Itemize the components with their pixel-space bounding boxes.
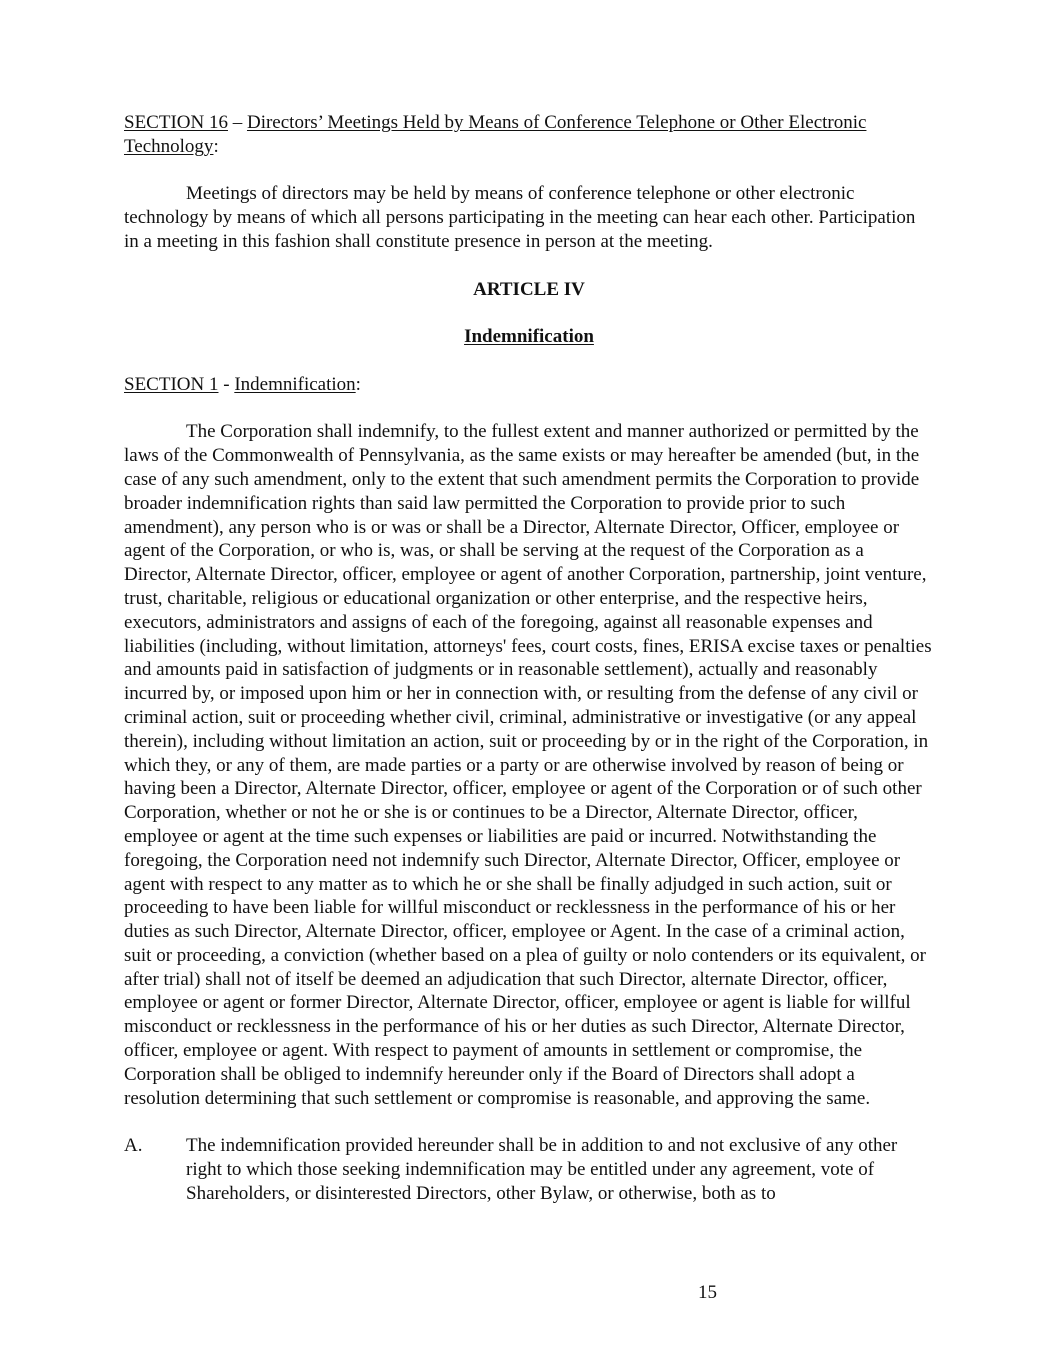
list-item xyxy=(124,1134,934,1205)
section-1-label: SECTION 1 xyxy=(124,373,219,395)
section-1-title: Indemnification xyxy=(234,373,356,395)
article-number: ARTICLE IV xyxy=(473,278,585,300)
article-title: Indemnification xyxy=(464,326,594,348)
section-16-colon: : xyxy=(213,135,219,157)
section-16-label: SECTION 16 xyxy=(124,112,228,133)
page-number: 15 xyxy=(698,1282,717,1303)
section-16-heading xyxy=(124,111,934,159)
section-16-body: Meetings of directors may be held by means of conference telephone or other electronic technology by means of which all persons participating in the meeting can hear each other. Participation in a meeting in this fashion shall constitute presence in person at the meeting. xyxy=(124,183,916,252)
section-1-dash: - xyxy=(218,373,235,395)
list-item-text: The indemnification provided hereunder shall be in addition to and not exclusive of any other right to which those seeking indemnification may be entitled under any agreement, vote of Shareholders, or disinterested Directors, other Bylaw, or otherwise, both as to xyxy=(186,1135,898,1204)
list-item-marker: A. xyxy=(124,1135,143,1157)
section-16-title: Directors’ Meetings Held by Means of Conference Telephone or Other Electronic Technology xyxy=(124,112,867,157)
article-title-wrap xyxy=(124,325,934,349)
section-1-heading xyxy=(124,373,934,397)
section-16-dash: – xyxy=(227,112,247,133)
document-page xyxy=(124,111,934,1206)
section-1-colon: : xyxy=(355,373,361,395)
section-1-body: The Corporation shall indemnify, to the fullest extent and manner authorized or permitted by the laws of the Commonwealth of Pennsylvania, as the same exists or may hereafter be amended (but, in the case of any such amendment, only to the extent that such amendment permits the Corporation to provide broader indemnification rights than said law permitted the Corporation to provide prior to such amendment), any person who is or was or shall be a Director, Alternate Director, Officer, employee or agent of the Corporation, or who is, was, or shall be serving at the request of the Corporation as a Director, Alternate Director, officer, employee or agent of another Corporation, partnership, joint venture, trust, charitable, religious or educational organization or other enterprise, and the respective heirs, executors, administrators and assigns of each of the foregoing, against all reasonable expenses and liabilities (including, without limitation, attorneys' fees, court costs, fines, ERISA excise taxes or penalties and amounts paid in satisfaction of judgments or in reasonable settlement), actually and reasonably incurred by, or imposed upon him or her in connection with, or resulting from the defense of any civil or criminal action, suit or proceeding whether civil, criminal, administrative or investigative (or any appeal therein), including without limitation an action, suit or proceeding by or in the right of the Corporation, in which they, or any of them, are made parties or a party or are otherwise involved by reason of being or having been a Director, Alternate Director, officer, employee or agent of the Corporation or of such other Corporation, whether or not he or she is or continues to be a Director, Alternate Director, officer, employee or agent at the time such expenses or liabilities are paid or incurred. Notwithstanding the foregoing, the Corporation need not indemnify such Director, Alternate Director, Officer, employee or agent with respect to any matter as to which he or she shall be finally adjudged in such action, suit or proceeding to have been liable for willful misconduct or recklessness in the performance of his or her duties as such Director, Alternate Director, officer, employee or Agent. In the case of a criminal action, suit or proceeding, a conviction (whether based on a plea of guilty or nolo contenders or its equivalent, or after trial) shall not of itself be deemed an adjudication that such Director, alternate Director, officer, employee or agent or former Director, Alternate Director, officer, employee or agent is liable for willful misconduct or recklessness in the performance of his or her duties as such Director, Alternate Director, officer, employee or agent. With respect to payment of amounts in settlement or compromise, the Corporation shall be obliged to indemnify hereunder only if the Board of Directors shall adopt a resolution determining that such settlement or compromise is reasonable, and approving the same. xyxy=(124,421,932,1109)
